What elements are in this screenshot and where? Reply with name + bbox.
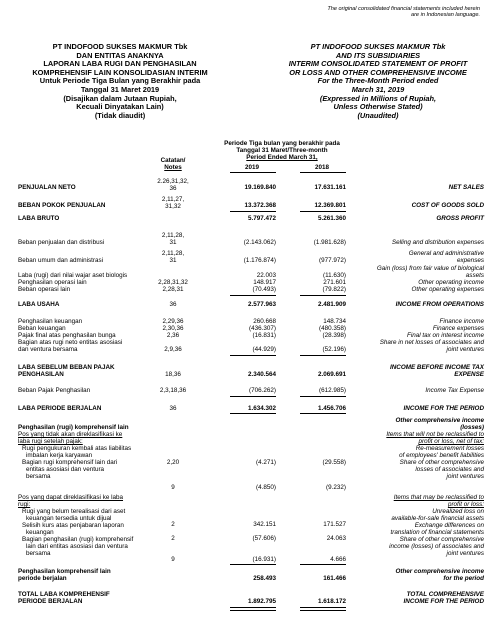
row-value-2018: 161.466 bbox=[323, 575, 346, 582]
row-value-2019: (4.271) bbox=[256, 459, 276, 466]
total-double-rule bbox=[230, 607, 276, 611]
period-header-line: Periode Tiga bulan yang berakhir pada bbox=[224, 140, 340, 147]
row-label-line: Bagian atas rugi neto entitas asosiasi bbox=[18, 339, 123, 346]
row-value-2019: (16.831) bbox=[252, 332, 276, 339]
row-value-2019: (1.176.874) bbox=[243, 257, 276, 264]
row-label-en-line: TOTAL COMPREHENSIVE bbox=[406, 591, 484, 598]
row-label: LABA PERIODE BERJALAN bbox=[18, 405, 102, 412]
row-label-line: imbalan kerja karyawan bbox=[26, 452, 93, 459]
row-label: Beban keuangan bbox=[18, 325, 66, 332]
row-label-en-line: joint ventures bbox=[446, 550, 484, 557]
row-value-2019: (57.606) bbox=[252, 535, 276, 542]
row-label-line: PERIODE BERJALAN bbox=[18, 598, 83, 605]
row-label: Beban penjualan dan distribusi bbox=[18, 239, 105, 246]
row-notes: 36 bbox=[169, 405, 177, 412]
subtotal-rule bbox=[300, 564, 346, 565]
row-notes-line: 2,11,28, bbox=[161, 250, 185, 257]
row-label-en: Other operating income bbox=[418, 279, 484, 286]
title-en-line: (Unaudited) bbox=[357, 110, 399, 120]
row-value-2019: (706.262) bbox=[249, 387, 276, 394]
row-value-2018: 5.261.360 bbox=[317, 215, 346, 222]
translation-note-line: are in Indonesian language. bbox=[410, 12, 480, 19]
row-notes-line: 2.26,31,32, bbox=[157, 178, 189, 185]
row-label-en-line: joint ventures bbox=[446, 346, 484, 353]
row-label-en: Final tax on interest income bbox=[407, 332, 484, 339]
row-label-en-line: Share of other comprehensive bbox=[399, 536, 484, 543]
row-notes: 2,20 bbox=[166, 459, 180, 466]
row-notes: 2,30,36 bbox=[162, 325, 184, 332]
title-id-line: Kecuali Dinyatakan Lain) bbox=[76, 102, 164, 112]
subtotal-rule bbox=[300, 355, 346, 356]
row-value-2019: (2.143.062) bbox=[243, 239, 276, 246]
row-label-en-line: Gain (loss) from fair value of biological bbox=[376, 265, 484, 272]
row-notes-line: 31 bbox=[169, 257, 177, 264]
row-value-2018: (29.558) bbox=[322, 459, 346, 466]
period-header-line: Period Ended March 31, bbox=[246, 154, 318, 161]
row-notes: 2,28,31,32 bbox=[158, 279, 188, 286]
row-notes: 2,28,31 bbox=[162, 286, 184, 293]
row-value-2019: 342.151 bbox=[253, 521, 276, 528]
row-label: Beban operasi lain bbox=[18, 286, 71, 293]
row-label-line: entitas asosiasi dan ventura bbox=[26, 466, 105, 473]
row-label: Penghasilan operasi lain bbox=[18, 279, 87, 286]
row-notes-line: 2,11,28, bbox=[161, 232, 185, 239]
row-label: LABA USAHA bbox=[18, 301, 60, 308]
title-id-line: Tanggal 31 Maret 2019 bbox=[80, 84, 160, 94]
row-notes: 18,36 bbox=[165, 371, 181, 378]
row-label bbox=[18, 424, 168, 480]
row-value-2018: (52.196) bbox=[322, 346, 346, 353]
title-en-line: INTERIM CONSOLIDATED STATEMENT OF PROFIT bbox=[288, 59, 468, 69]
row-value-2018: (977.972) bbox=[319, 257, 346, 264]
row-value-2018: 271.601 bbox=[323, 279, 346, 286]
row-value-2018: 1.618.172 bbox=[317, 598, 346, 605]
row-value-2018: (480.358) bbox=[319, 325, 346, 332]
row-label-line: Pos yang dapat direklasifikasi ke laba bbox=[18, 494, 124, 501]
row-label-en bbox=[352, 494, 484, 557]
title-id-line: Untuk Periode Tiga Bulan yang Berakhir pada bbox=[39, 76, 201, 86]
row-value-2018: (11.630) bbox=[323, 272, 346, 279]
row-notes bbox=[150, 232, 196, 246]
subtotal-rule bbox=[300, 413, 346, 414]
row-label-en-line: of employees' benefit liabilities bbox=[399, 452, 484, 459]
title-en-line: (Expressed in Millions of Rupiah, bbox=[319, 93, 437, 103]
row-label-en-line: translation of financial statements bbox=[390, 529, 484, 536]
row-label-en-line: Exchange differences on bbox=[414, 522, 484, 529]
row-value-2019: (70.493) bbox=[252, 286, 276, 293]
row-label-line: dan ventura bersama bbox=[18, 346, 78, 353]
row-label-line: Rugi yang belum terealisasi dari aset bbox=[22, 508, 126, 515]
row-value-2018: (79.822) bbox=[322, 286, 346, 293]
row-label-en bbox=[352, 417, 484, 480]
row-value-2018: (28.398) bbox=[322, 332, 346, 339]
title-en-line: PT INDOFOOD SUKSES MAKMUR Tbk bbox=[310, 42, 446, 51]
row-label-line: PENGHASILAN bbox=[18, 371, 64, 378]
row-label-line: Bagian penghasilan (rugi) komprehensif bbox=[22, 536, 134, 543]
row-label-line: Pos yang tidak akan direklasifikasi ke bbox=[18, 431, 123, 438]
row-label-en-line: Unrealized loss on bbox=[432, 508, 484, 515]
row-label-en: INCOME FROM OPERATIONS bbox=[395, 301, 484, 308]
row-label-en-line: Share in net losses of associates and bbox=[379, 339, 484, 346]
row-label-line: Penghasilan komprehensif lain bbox=[18, 568, 111, 575]
row-label-en-line: expenses bbox=[457, 257, 484, 264]
row-label-en-line: Other comprehensive income bbox=[395, 417, 484, 424]
subtotal-rule bbox=[230, 295, 276, 296]
row-value-2018: 148.734 bbox=[323, 318, 346, 325]
row-value-2018: 2.069.691 bbox=[317, 371, 346, 378]
row-notes: 36 bbox=[169, 301, 177, 308]
row-label bbox=[18, 494, 168, 557]
row-label: Beban umum dan administrasi bbox=[18, 257, 104, 264]
row-value-2019: 22.003 bbox=[256, 272, 276, 279]
title-id-line: LAPORAN LABA RUGI DAN PENGHASILAN bbox=[43, 59, 197, 69]
row-notes bbox=[150, 250, 196, 264]
title-id-line: PT INDOFOOD SUKSES MAKMUR Tbk bbox=[52, 42, 188, 51]
title-id-line: (Disajikan dalam Jutaan Rupiah, bbox=[63, 93, 177, 103]
row-label-line: laba rugi setelah pajak: bbox=[18, 438, 83, 445]
row-notes: 2,3,18,36 bbox=[159, 387, 187, 394]
subtotal-rule bbox=[300, 211, 346, 212]
row-label-en-line: EXPENSE bbox=[454, 371, 484, 378]
subtotal-rule bbox=[230, 564, 276, 565]
row-label-en: NET SALES bbox=[448, 184, 484, 191]
row-value-2019: 260.668 bbox=[253, 318, 276, 325]
row-label-en-line: for the period bbox=[443, 575, 484, 582]
row-label-en-line: profit or loss, net of tax: bbox=[418, 438, 484, 445]
row-notes: 2,36 bbox=[166, 332, 180, 339]
row-label-line: keuangan bbox=[26, 529, 54, 536]
row-label: PENJUALAN NETO bbox=[18, 184, 76, 191]
year-2019-header: 2019 bbox=[244, 164, 259, 171]
row-value-2019: 1.634.302 bbox=[247, 405, 276, 412]
subtotal-rule bbox=[230, 396, 276, 397]
row-value-2019: 2.577.963 bbox=[247, 301, 276, 308]
row-label-en bbox=[352, 339, 484, 353]
row-label-en-line: Other comprehensive income bbox=[395, 568, 484, 575]
title-id-line: (Tidak diaudit) bbox=[94, 110, 146, 120]
row-label-line: rugi: bbox=[18, 501, 31, 508]
row-notes-line: 31 bbox=[169, 239, 177, 246]
row-notes bbox=[150, 178, 196, 192]
subtotal-rule bbox=[300, 295, 346, 296]
row-value-2019: 148.917 bbox=[253, 279, 276, 286]
translation-note-line: The original consolidated financial statements included herein bbox=[327, 6, 480, 12]
row-notes: 2 bbox=[171, 535, 175, 542]
row-label: Laba (rugi) dari nilai wajar aset biologis bbox=[18, 272, 128, 279]
row-notes: 9 bbox=[171, 484, 175, 491]
title-id-line: KOMPREHENSIF LAIN KONSOLIDASIAN INTERIM bbox=[32, 67, 208, 77]
row-label-en-line: INCOME BEFORE INCOME TAX bbox=[390, 364, 484, 371]
row-label-en: COST OF GOODS SOLD bbox=[411, 202, 484, 209]
row-label-en-line: assets bbox=[465, 272, 484, 279]
row-value-2018: (9.232) bbox=[326, 484, 346, 491]
row-notes: 2,9,36 bbox=[164, 346, 182, 353]
row-label-en bbox=[352, 250, 484, 264]
row-notes bbox=[150, 196, 196, 210]
title-id-line: DAN ENTITAS ANAKNYA bbox=[76, 50, 164, 60]
row-label-line: Rugi pengukuran kembali atas liabilitas bbox=[22, 445, 132, 452]
row-value-2019: (4.850) bbox=[256, 484, 276, 491]
row-notes: 2,29,36 bbox=[162, 318, 184, 325]
title-indonesian bbox=[20, 43, 220, 120]
row-label-line: Selisih kurs atas penjabaran laporan bbox=[22, 522, 124, 529]
row-value-2018: 1.456.706 bbox=[317, 405, 346, 412]
row-value-2019: (436.307) bbox=[249, 325, 276, 332]
total-double-rule bbox=[300, 607, 346, 611]
row-label: BEBAN POKOK PENJUALAN bbox=[18, 202, 106, 209]
row-value-2018: 17.631.161 bbox=[314, 184, 346, 191]
row-label-en bbox=[352, 364, 484, 378]
row-label-en: Finance income bbox=[439, 318, 484, 325]
title-en-line: March 31, 2019 bbox=[351, 84, 405, 94]
row-notes: 9 bbox=[171, 556, 175, 563]
notes-header-line: Notes bbox=[164, 164, 182, 171]
row-label-en-line: (losses) bbox=[460, 424, 484, 431]
translation-note bbox=[260, 6, 480, 19]
row-value-2019: 2.340.564 bbox=[247, 371, 276, 378]
row-value-2019: 258.493 bbox=[253, 575, 276, 582]
row-label-en bbox=[352, 265, 484, 279]
row-value-2019: 1.892.795 bbox=[247, 598, 276, 605]
year-2018-header: 2018 bbox=[314, 164, 329, 171]
row-label bbox=[18, 339, 168, 353]
row-label-en: Income Tax Expense bbox=[425, 387, 484, 394]
row-value-2019: (44.929) bbox=[252, 346, 276, 353]
header-rule bbox=[300, 172, 346, 173]
row-label-en-line: Items that will not be reclassified to bbox=[386, 431, 484, 438]
row-label-en bbox=[352, 591, 484, 605]
row-label-en bbox=[352, 568, 484, 582]
row-label-line: bersama bbox=[26, 473, 51, 480]
row-label-line: LABA SEBELUM BEBAN PAJAK bbox=[18, 364, 115, 371]
row-label-en: Other operating expenses bbox=[411, 286, 484, 293]
row-label-en-line: joint ventures bbox=[446, 473, 484, 480]
row-value-2018: 171.527 bbox=[323, 521, 346, 528]
period-header bbox=[212, 140, 352, 161]
row-label bbox=[18, 591, 168, 605]
notes-header-line: Catatan/ bbox=[160, 157, 186, 164]
title-en-line: OR LOSS AND OTHER COMPREHENSIVE INCOME bbox=[289, 67, 467, 77]
title-english bbox=[272, 43, 484, 120]
row-notes-line: 31,32 bbox=[165, 203, 181, 210]
row-label bbox=[18, 364, 168, 378]
subtotal-rule bbox=[300, 396, 346, 397]
row-label-line: Penghasilan (rugi) komprehensif lain bbox=[18, 424, 129, 431]
row-label: LABA BRUTO bbox=[18, 215, 60, 222]
row-label-en-line: profit or loss: bbox=[447, 501, 484, 508]
row-label-line: Bagian rugi komprehensif lain dari bbox=[22, 459, 118, 466]
row-label-en-line: INCOME FOR THE PERIOD bbox=[403, 598, 484, 605]
subtotal-rule bbox=[230, 355, 276, 356]
row-label-en-line: losses of associates and bbox=[415, 466, 484, 473]
row-notes: 2 bbox=[171, 521, 175, 528]
row-value-2019: 13.372.368 bbox=[244, 202, 276, 209]
subtotal-rule bbox=[230, 413, 276, 414]
row-label-en-line: income (losses) of associates and bbox=[389, 543, 484, 550]
row-label-line: TOTAL LABA KOMPREHENSIF bbox=[18, 591, 110, 598]
row-value-2018: 4.666 bbox=[330, 556, 346, 563]
row-label-line: bersama bbox=[26, 550, 51, 557]
row-value-2018: 24.063 bbox=[326, 535, 346, 542]
row-value-2018: 2.481.909 bbox=[317, 301, 346, 308]
row-label-en-line: Re-measurement losses bbox=[415, 445, 484, 452]
row-value-2019: 5.797.472 bbox=[247, 215, 276, 222]
row-value-2018: 12.369.801 bbox=[314, 202, 346, 209]
row-label-line: periode berjalan bbox=[18, 575, 67, 582]
row-notes-line: 2,11,27, bbox=[161, 196, 185, 203]
row-label: Beban Pajak Penghasilan bbox=[18, 387, 91, 394]
row-label-en: GROSS PROFIT bbox=[436, 215, 484, 222]
row-label-en: Selling and distribution expenses bbox=[391, 239, 484, 246]
notes-header bbox=[150, 157, 196, 171]
row-value-2018: (1.981.628) bbox=[313, 239, 346, 246]
header-rule bbox=[230, 172, 276, 173]
subtotal-rule bbox=[230, 211, 276, 212]
row-value-2018: (612.985) bbox=[319, 387, 346, 394]
row-value-2019: 19.169.840 bbox=[244, 184, 276, 191]
row-value-2019: (16.931) bbox=[252, 556, 276, 563]
row-label-en-line: available-for-sale financial assets bbox=[391, 515, 484, 522]
row-label-en: Finance expenses bbox=[432, 325, 484, 332]
period-header-line: Tanggal 31 Maret/Three-month bbox=[236, 147, 328, 154]
row-label: Penghasilan keuangan bbox=[18, 318, 83, 325]
row-label-line: keuangan tersedia untuk dijual bbox=[26, 515, 112, 522]
title-en-line: For the Three-Month Period ended bbox=[317, 76, 439, 86]
row-label-en-line: Items that may be reclassified to bbox=[393, 494, 484, 501]
row-label-en: INCOME FOR THE PERIOD bbox=[403, 405, 484, 412]
title-en-line: Unless Otherwise Stated) bbox=[333, 102, 423, 112]
row-label-en-line: General and administrative bbox=[408, 250, 484, 257]
title-en-line: AND ITS SUBSIDIARIES bbox=[335, 50, 421, 60]
row-label: Pajak final atas penghasilan bunga bbox=[18, 332, 116, 339]
row-notes-line: 36 bbox=[169, 185, 177, 192]
row-label bbox=[18, 568, 168, 582]
row-label-line: lain dari entitas asosiasi dan ventura bbox=[26, 543, 128, 550]
row-label-en-line: Share of other comprehensive bbox=[399, 459, 484, 466]
